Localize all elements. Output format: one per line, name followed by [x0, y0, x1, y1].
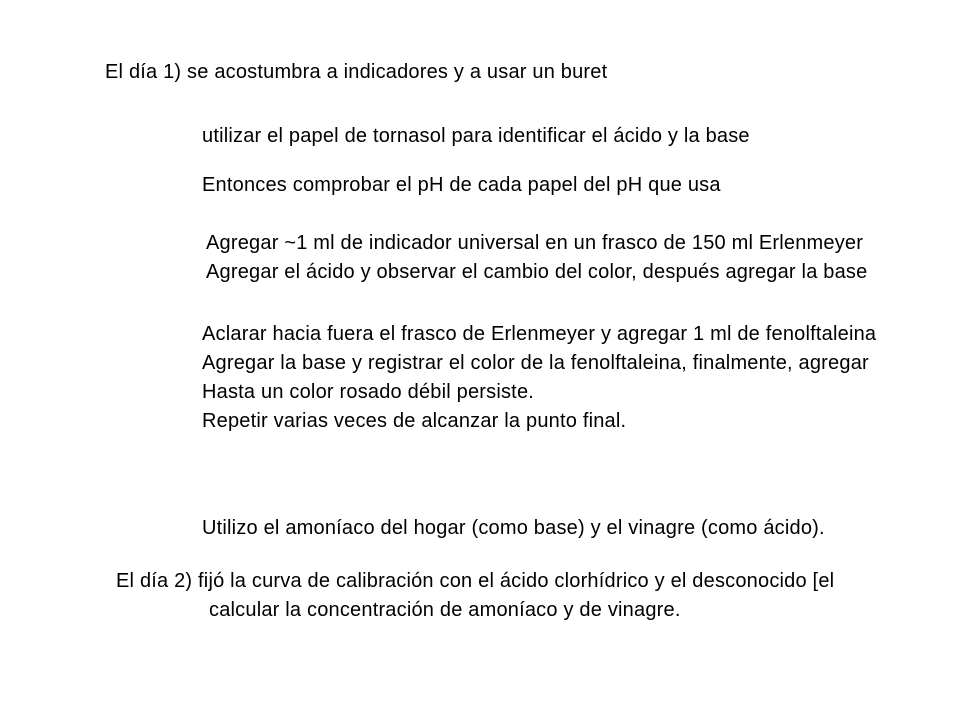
ph-check-step: Entonces comprobar el pH de cada papel del pH que usa	[202, 174, 721, 196]
day2-block	[116, 567, 834, 625]
universal-indicator-line-2: Agregar el ácido y observar el cambio del color, después agregar la base	[206, 261, 868, 283]
household-note: Utilizo el amoníaco del hogar (como base) y el vinagre (como ácido).	[202, 517, 825, 539]
phenolphthalein-block	[202, 320, 876, 436]
phenolphthalein-line-1: Aclarar hacia fuera el frasco de Erlenmeyer y agregar 1 ml de fenolftaleina	[202, 323, 877, 345]
day1-title: El día 1) se acostumbra a indicadores y a usar un buret	[105, 61, 608, 83]
litmus-step: utilizar el papel de tornasol para identificar el ácido y la base	[202, 125, 750, 147]
day2-line-1: El día 2) fijó la curva de calibración con el ácido clorhídrico y el desconocido [el	[116, 570, 835, 592]
universal-indicator-line-1: Agregar ~1 ml de indicador universal en un frasco de 150 ml Erlenmeyer	[206, 232, 864, 254]
phenolphthalein-line-4: Repetir varias veces de alcanzar la punto final.	[202, 410, 627, 432]
phenolphthalein-line-3: Hasta un color rosado débil persiste.	[202, 381, 535, 403]
phenolphthalein-line-2: Agregar la base y registrar el color de la fenolftaleina, finalmente, agregar	[202, 352, 869, 374]
universal-indicator-block	[206, 229, 867, 287]
day2-line-2: calcular la concentración de amoníaco y de vinagre.	[209, 599, 681, 621]
